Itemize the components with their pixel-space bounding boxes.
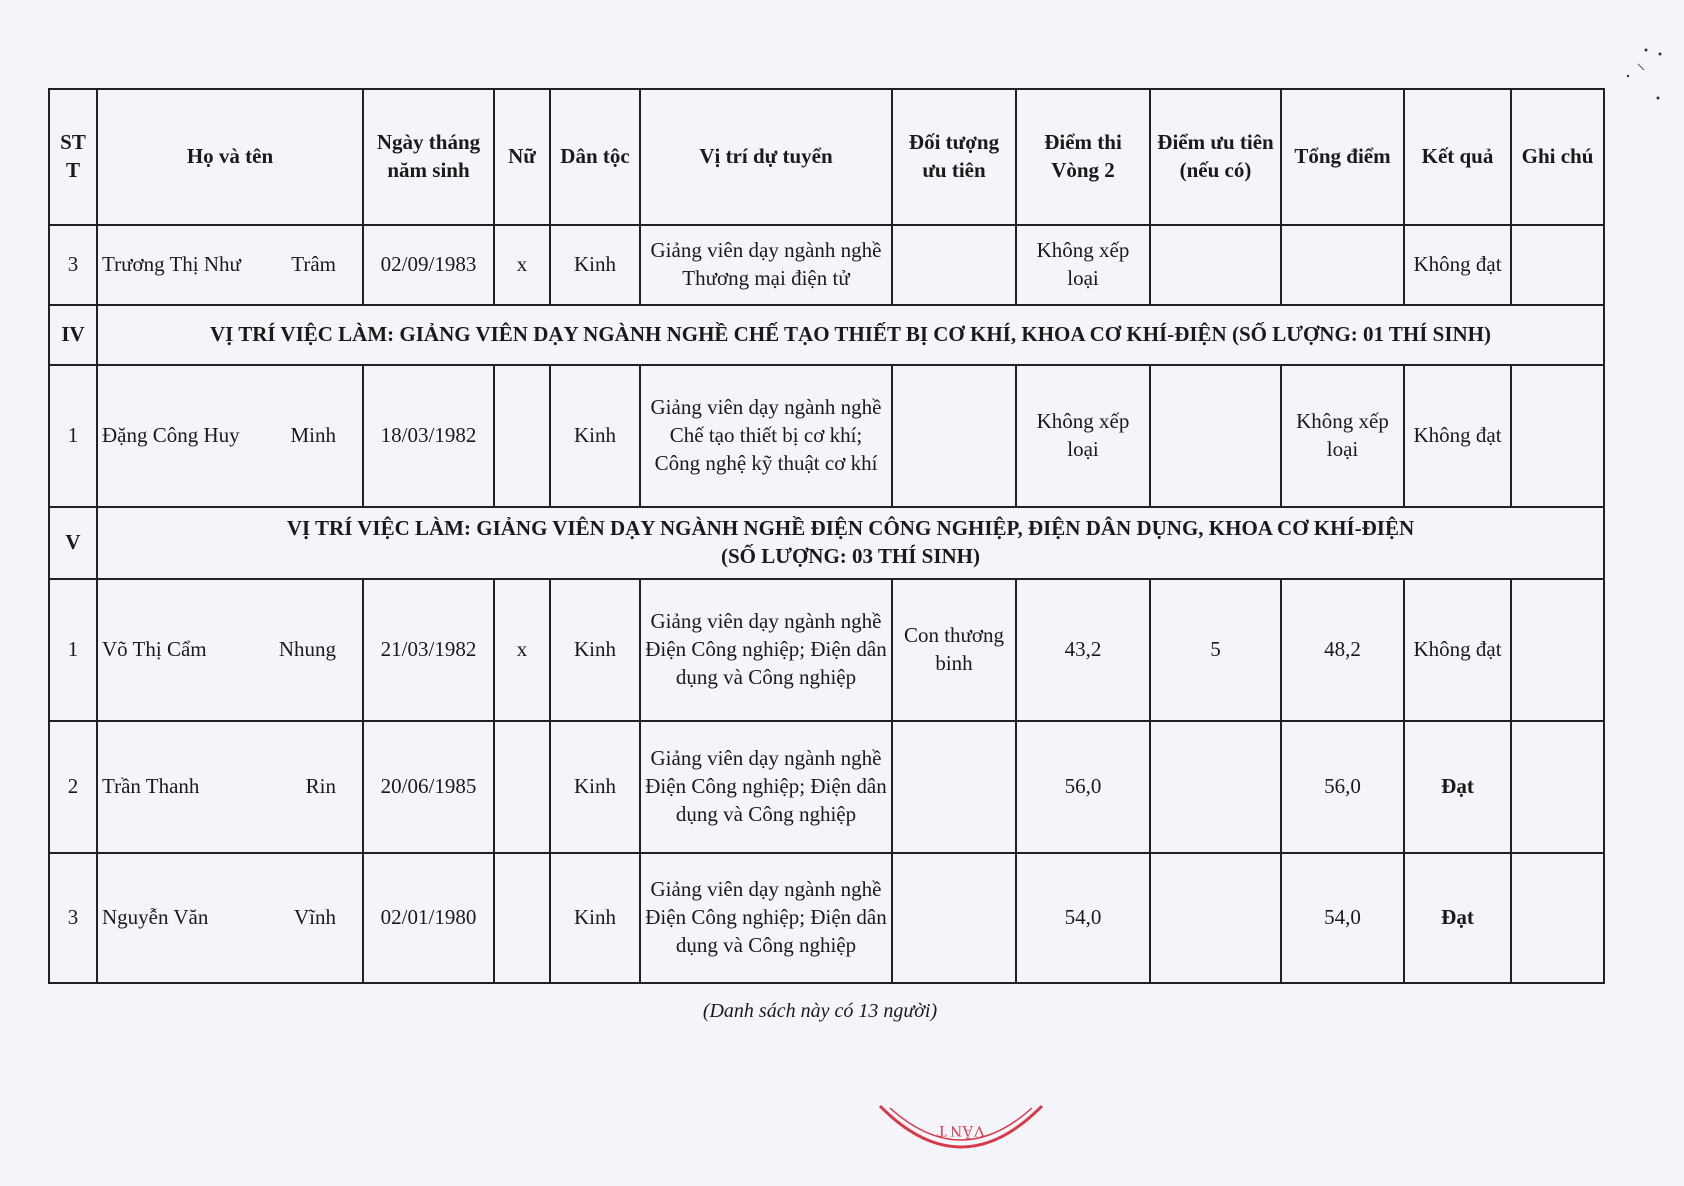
results-table [48,88,1605,984]
cell-name [97,579,363,721]
cell-note [1511,225,1604,305]
section-title-line-2: (SỐ LƯỢNG: 03 THÍ SINH) [720,544,981,568]
header-dob: Ngày tháng năm sinh [363,89,494,225]
cell-priority-group [892,853,1016,983]
cell-surname: Nguyễn Văn [102,905,209,930]
cell-stt: 2 [49,721,97,853]
cell-dob: 18/03/1982 [363,365,494,507]
list-count-note: (Danh sách này có 13 người) [702,1000,938,1022]
header-score-round2: Điểm thi Vòng 2 [1016,89,1150,225]
cell-female [494,853,550,983]
seal-stamp-icon [876,1098,1046,1168]
cell-note [1511,721,1604,853]
cell-priority-points [1150,853,1281,983]
cell-female [494,365,550,507]
cell-priority-group [892,365,1016,507]
section-title-line-1: VỊ TRÍ VIỆC LÀM: GIẢNG VIÊN DẠY NGÀNH NGHỀ ĐIỆN CÔNG NGHIỆP, ĐIỆN DÂN DỤNG, KHOA CƠ KHÍ-ĐIỆN [286,516,1415,541]
cell-surname: Trương Thị Như [102,252,241,277]
header-position: Vị trí dự tuyển [640,89,892,225]
cell-female: x [494,225,550,305]
table-row [49,721,1604,853]
cell-stt: 1 [49,365,97,507]
cell-total: Không xếp loại [1281,365,1404,507]
header-name: Họ và tên [97,89,363,225]
cell-given-name: Minh [290,423,336,448]
cell-result: Đạt [1404,853,1511,983]
cell-score: Không xếp loại [1016,225,1150,305]
cell-position: Giảng viên dạy ngành nghề Thương mại điện tử [640,225,892,305]
cell-given-name: Nhung [278,637,336,662]
cell-result: Không đạt [1404,365,1511,507]
cell-note [1511,365,1604,507]
cell-ethnicity: Kinh [550,721,640,853]
cell-note [1511,853,1604,983]
cell-priority-group [892,225,1016,305]
cell-stt: 3 [49,853,97,983]
header-ethnicity: Dân tộc [550,89,640,225]
table-row [49,579,1604,721]
cell-score: 54,0 [1016,853,1150,983]
cell-name [97,365,363,507]
cell-female [494,721,550,853]
cell-priority-points: 5 [1150,579,1281,721]
cell-stt: 1 [49,579,97,721]
header-priority-points: Điểm ưu tiên (nếu có) [1150,89,1281,225]
cell-dob: 20/06/1985 [363,721,494,853]
section-row-iv [49,305,1604,365]
cell-ethnicity: Kinh [550,225,640,305]
cell-female: x [494,579,550,721]
table-header-row [49,89,1604,225]
cell-priority-points [1150,365,1281,507]
cell-ethnicity: Kinh [550,579,640,721]
cell-priority-points [1150,721,1281,853]
cell-name [97,853,363,983]
cell-priority-points [1150,225,1281,305]
section-title: VỊ TRÍ VIỆC LÀM: GIẢNG VIÊN DẠY NGÀNH NGHỀ CHẾ TẠO THIẾT BỊ CƠ KHÍ, KHOA CƠ KHÍ-ĐIỆN (SỐ LƯỢNG: 01 THÍ SINH) [97,305,1604,365]
cell-priority-group [892,721,1016,853]
cell-score: 56,0 [1016,721,1150,853]
cell-ethnicity: Kinh [550,365,640,507]
header-total: Tổng điểm [1281,89,1404,225]
cell-result: Không đạt [1404,225,1511,305]
section-number: V [49,507,97,579]
cell-name [97,225,363,305]
cell-surname: Trần Thanh [102,774,200,799]
cell-stt: 3 [49,225,97,305]
header-stt: ST T [49,89,97,225]
cell-total: 48,2 [1281,579,1404,721]
scan-mark-icon [1610,40,1670,110]
cell-result: Không đạt [1404,579,1511,721]
table-row [49,853,1604,983]
cell-given-name: Vĩnh [294,905,336,930]
cell-given-name: Trâm [291,252,336,277]
table-row [49,225,1604,305]
header-priority-group: Đối tượng ưu tiên [892,89,1016,225]
cell-ethnicity: Kinh [550,853,640,983]
cell-note [1511,579,1604,721]
cell-score: 43,2 [1016,579,1150,721]
cell-name [97,721,363,853]
cell-total: 56,0 [1281,721,1404,853]
cell-score: Không xếp loại [1016,365,1150,507]
header-note: Ghi chú [1511,89,1604,225]
cell-position: Giảng viên dạy ngành nghề Chế tạo thiết bị cơ khí; Công nghệ kỹ thuật cơ khí [640,365,892,507]
section-row-v [49,507,1604,579]
cell-position: Giảng viên dạy ngành nghề Điện Công nghiệp; Điện dân dụng và Công nghiệp [640,853,892,983]
cell-total: 54,0 [1281,853,1404,983]
section-title [97,507,1604,579]
stamp-text: VĂN T [936,1122,986,1139]
header-result: Kết quả [1404,89,1511,225]
cell-priority-group: Con thương binh [892,579,1016,721]
header-female: Nữ [494,89,550,225]
cell-total [1281,225,1404,305]
cell-dob: 02/09/1983 [363,225,494,305]
section-number: IV [49,305,97,365]
cell-surname: Võ Thị Cẩm [102,637,207,662]
cell-result: Đạt [1404,721,1511,853]
cell-given-name: Rin [305,774,336,799]
cell-position: Giảng viên dạy ngành nghề Điện Công nghiệp; Điện dân dụng và Công nghiệp [640,579,892,721]
table-row [49,365,1604,507]
cell-dob: 02/01/1980 [363,853,494,983]
cell-position: Giảng viên dạy ngành nghề Điện Công nghiệp; Điện dân dụng và Công nghiệp [640,721,892,853]
cell-surname: Đặng Công Huy [102,423,240,448]
cell-dob: 21/03/1982 [363,579,494,721]
